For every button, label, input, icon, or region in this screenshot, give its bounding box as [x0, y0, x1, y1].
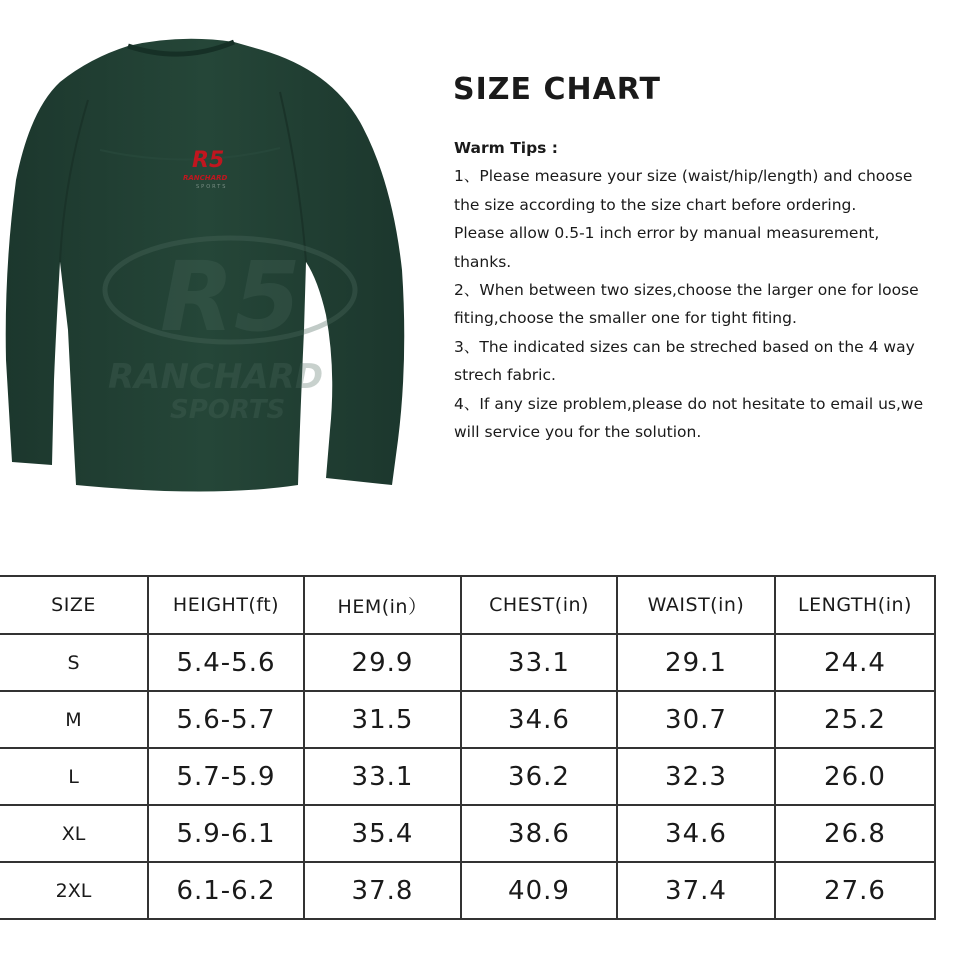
cell-chest: 40.9	[461, 862, 617, 919]
header-waist: WAIST(in)	[617, 576, 775, 634]
cell-hem: 29.9	[304, 634, 461, 691]
cell-length: 26.8	[775, 805, 935, 862]
cell-hem: 31.5	[304, 691, 461, 748]
cell-waist: 34.6	[617, 805, 775, 862]
header-hem: HEM(in）	[304, 576, 461, 634]
cell-height: 5.4-5.6	[148, 634, 304, 691]
logo-sub: RANCHARD	[183, 174, 228, 182]
header-length: LENGTH(in)	[775, 576, 935, 634]
tip-line: Please allow 0.5-1 inch error by manual measurement,	[454, 224, 880, 243]
cell-hem: 37.8	[304, 862, 461, 919]
cell-hem: 35.4	[304, 805, 461, 862]
table-row	[0, 634, 935, 691]
cell-chest: 36.2	[461, 748, 617, 805]
logo-mark: R5	[192, 148, 225, 173]
logo-sub2: SPORTS	[196, 184, 228, 190]
table-row	[0, 748, 935, 805]
cell-height: 6.1-6.2	[148, 862, 304, 919]
cell-length: 25.2	[775, 691, 935, 748]
watermark-line2: SPORTS	[170, 395, 286, 425]
page-title: SIZE CHART	[453, 72, 662, 107]
tips-heading: Warm Tips :	[454, 139, 558, 157]
cell-chest: 34.6	[461, 691, 617, 748]
cell-height: 5.7-5.9	[148, 748, 304, 805]
tip-line: 2、When between two sizes,choose the larger one for loose	[454, 281, 919, 300]
tip-line: fiting,choose the smaller one for tight fiting.	[454, 309, 797, 328]
table-row	[0, 805, 935, 862]
cell-length: 24.4	[775, 634, 935, 691]
cell-hem: 33.1	[304, 748, 461, 805]
cell-length: 27.6	[775, 862, 935, 919]
table-header-row	[0, 576, 935, 634]
size-table	[0, 575, 936, 920]
header-chest: CHEST(in)	[461, 576, 617, 634]
tip-line: the size according to the size chart before ordering.	[454, 195, 857, 214]
cell-waist: 37.4	[617, 862, 775, 919]
cell-length: 26.0	[775, 748, 935, 805]
cell-height: 5.6-5.7	[148, 691, 304, 748]
cell-chest: 33.1	[461, 634, 617, 691]
cell-size: M	[0, 691, 148, 748]
warm-tips	[454, 134, 960, 446]
tip-line: strech fabric.	[454, 366, 556, 385]
table-row	[0, 691, 935, 748]
cell-chest: 38.6	[461, 805, 617, 862]
tip-line: 1、Please measure your size (waist/hip/length) and choose	[454, 167, 913, 186]
watermark-mark: R5	[160, 241, 301, 353]
watermark-line1: RANCHARD	[108, 357, 324, 397]
cell-height: 5.9-6.1	[148, 805, 304, 862]
cell-waist: 29.1	[617, 634, 775, 691]
header-size: SIZE	[0, 576, 148, 634]
header-height: HEIGHT(ft)	[148, 576, 304, 634]
tip-line: 3、The indicated sizes can be streched based on the 4 way	[454, 337, 915, 356]
cell-size: L	[0, 748, 148, 805]
shirt-illustration	[0, 30, 420, 500]
cell-size: XL	[0, 805, 148, 862]
tip-line: will service you for the solution.	[454, 423, 702, 442]
tip-line: thanks.	[454, 252, 512, 271]
cell-size: S	[0, 634, 148, 691]
cell-waist: 32.3	[617, 748, 775, 805]
cell-size: 2XL	[0, 862, 148, 919]
cell-waist: 30.7	[617, 691, 775, 748]
tip-line: 4、If any size problem,please do not hesitate to email us,we	[454, 394, 924, 413]
table-row	[0, 862, 935, 919]
product-image	[0, 30, 420, 500]
